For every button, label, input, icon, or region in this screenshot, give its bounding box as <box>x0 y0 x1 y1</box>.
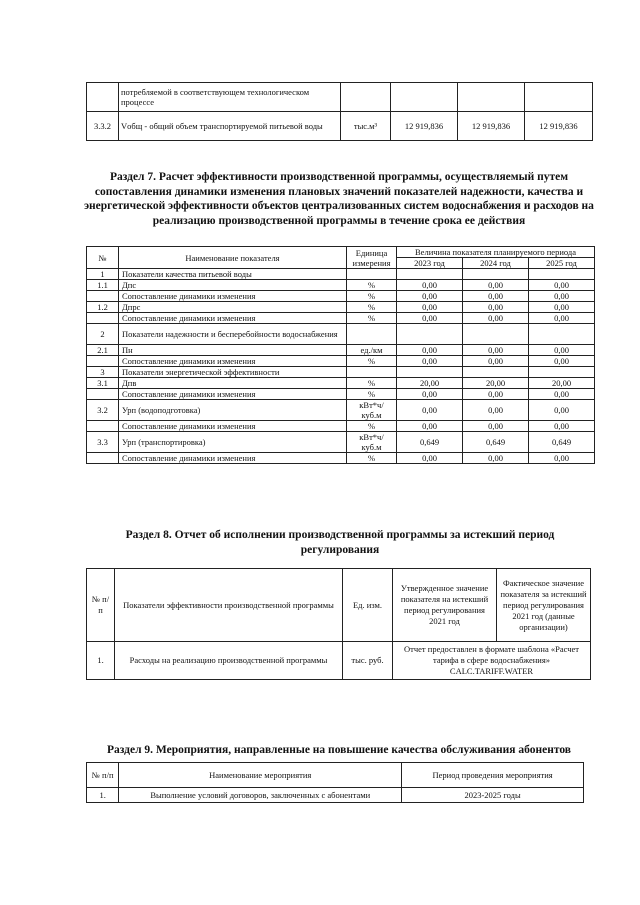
row-2025: 0,00 <box>529 421 595 432</box>
section9-table <box>86 762 584 803</box>
row-2025: 20,00 <box>529 378 595 389</box>
row-2023 <box>397 324 463 345</box>
header-name: Показатели эффективности производственной программы <box>115 569 343 642</box>
row-2024: 0,00 <box>463 345 529 356</box>
header-period: Период проведения мероприятия <box>402 763 584 788</box>
row-unit: кВт*ч/куб.м <box>347 400 397 421</box>
row-name: Сопоставление динамики изменения <box>119 291 347 302</box>
header-name: Наименование показателя <box>119 247 347 269</box>
row-unit: кВт*ч/куб.м <box>347 432 397 453</box>
section9-title: Раздел 9. Мероприятия, направленные на повышение качества обслуживания абонентов <box>106 744 571 756</box>
row-number: 3.2 <box>87 400 119 421</box>
row-number <box>87 313 119 324</box>
row-name: Сопоставление динамики изменения <box>119 356 347 367</box>
row-unit <box>347 269 397 280</box>
table-row <box>87 313 595 324</box>
row-2023 <box>397 269 463 280</box>
header-2024: 2024 год <box>463 258 529 269</box>
section7-table <box>86 246 595 464</box>
row-number: 3.1 <box>87 378 119 389</box>
table-row <box>87 367 595 378</box>
row-2023: 0,00 <box>397 389 463 400</box>
row-number <box>87 453 119 464</box>
row-2023: 0,00 <box>397 453 463 464</box>
row-2023: 12 919,836 <box>391 112 458 141</box>
row-number <box>87 356 119 367</box>
table-row <box>87 400 595 421</box>
section7-body <box>87 269 595 464</box>
table-row <box>87 269 595 280</box>
row-unit <box>341 83 391 112</box>
row-2025: 12 919,836 <box>525 112 593 141</box>
row-number: 2.1 <box>87 345 119 356</box>
row-2025: 0,00 <box>529 280 595 291</box>
row-number: 1.2 <box>87 302 119 313</box>
row-unit: % <box>347 291 397 302</box>
row-2023 <box>391 83 458 112</box>
table-row <box>87 389 595 400</box>
row-number: 2 <box>87 324 119 345</box>
row-period: 2023-2025 годы <box>402 788 584 803</box>
header-row <box>87 763 584 788</box>
row-2025 <box>529 269 595 280</box>
row-2023: 0,00 <box>397 280 463 291</box>
table-row <box>87 112 593 141</box>
row-2023: 0,00 <box>397 345 463 356</box>
table-row <box>87 83 593 112</box>
row-2024: 0,00 <box>463 400 529 421</box>
row-number <box>87 389 119 400</box>
row-number: 1 <box>87 269 119 280</box>
row-name: Урп (водоподготовка) <box>119 400 347 421</box>
row-2024: 0,00 <box>463 302 529 313</box>
section8-table <box>86 568 591 680</box>
table-row <box>87 432 595 453</box>
row-2024: 20,00 <box>463 378 529 389</box>
header-name: Наименование мероприятия <box>119 763 402 788</box>
row-2024: 0,00 <box>463 421 529 432</box>
row-2025: 0,00 <box>529 291 595 302</box>
row-name: Сопоставление динамики изменения <box>119 421 347 432</box>
row-2024: 0,00 <box>463 453 529 464</box>
row-2024: 12 919,836 <box>458 112 525 141</box>
row-2025 <box>525 83 593 112</box>
row-unit: тыс. руб. <box>343 642 393 680</box>
row-number: 1.1 <box>87 280 119 291</box>
row-unit: % <box>347 356 397 367</box>
header-2023: 2023 год <box>397 258 463 269</box>
row-unit: % <box>347 280 397 291</box>
table-row <box>87 291 595 302</box>
row-unit: % <box>347 453 397 464</box>
header-actual: Фактическое значение показателя за истекший период регулирования 2021 год (данные организации) <box>497 569 591 642</box>
row-2023: 0,00 <box>397 313 463 324</box>
row-2024: 0,649 <box>463 432 529 453</box>
row-2024: 0,00 <box>463 291 529 302</box>
header-approved: Утвержденное значение показателя на истекший период регулирования 2021 год <box>393 569 497 642</box>
header-row <box>87 247 595 258</box>
row-name: Показатели качества питьевой воды <box>119 269 347 280</box>
row-name: Дпв <box>119 378 347 389</box>
row-number: 3.3.2 <box>87 112 119 141</box>
row-name: Дпрс <box>119 302 347 313</box>
row-name: потребляемой в соответствующем технологическом процессе <box>119 83 341 112</box>
row-2025 <box>529 367 595 378</box>
row-unit: % <box>347 302 397 313</box>
table-row <box>87 302 595 313</box>
table-row <box>87 356 595 367</box>
row-2025: 0,00 <box>529 345 595 356</box>
row-name: Расходы на реализацию производственной программы <box>115 642 343 680</box>
row-number: 3 <box>87 367 119 378</box>
row-2023: 0,00 <box>397 400 463 421</box>
row-2025: 0,00 <box>529 302 595 313</box>
row-number <box>87 291 119 302</box>
table-row <box>87 642 591 680</box>
row-2024 <box>458 83 525 112</box>
section8-title: Раздел 8. Отчет об исполнении производственной программы за истекший период регулирования <box>125 529 555 556</box>
row-2025: 0,00 <box>529 453 595 464</box>
row-2023: 0,00 <box>397 356 463 367</box>
row-number <box>87 421 119 432</box>
row-name: Показатели энергетической эффективности <box>119 367 347 378</box>
row-2025: 0,00 <box>529 389 595 400</box>
row-2024: 0,00 <box>463 280 529 291</box>
row-2024 <box>463 324 529 345</box>
row-2023: 20,00 <box>397 378 463 389</box>
table-row <box>87 280 595 291</box>
row-2024 <box>463 367 529 378</box>
table-row <box>87 378 595 389</box>
header-unit: Ед. изм. <box>343 569 393 642</box>
row-name: Сопоставление динамики изменения <box>119 313 347 324</box>
row-unit: % <box>347 378 397 389</box>
section7-title: Раздел 7. Расчет эффективности производственной программы, осуществляемый путем сопоставления динамики изменения плановых значений показателей надежности, качества и энергетической эффективности объектов централизованных систем водоснабжения и расходов на реализацию производственной программы в течение срока ее действия <box>84 171 594 227</box>
row-2024: 0,00 <box>463 313 529 324</box>
header-num: № п/п <box>87 763 119 788</box>
row-2025: 0,00 <box>529 356 595 367</box>
header-group: Величина показателя планируемого периода <box>397 247 595 258</box>
header-2025: 2025 год <box>529 258 595 269</box>
table-row <box>87 421 595 432</box>
row-unit: ед./км <box>347 345 397 356</box>
row-number: 1. <box>87 788 119 803</box>
row-unit: % <box>347 389 397 400</box>
table-row <box>87 453 595 464</box>
row-unit: тыс.м³ <box>341 112 391 141</box>
row-unit <box>347 324 397 345</box>
row-2025: 0,00 <box>529 400 595 421</box>
row-2023: 0,00 <box>397 421 463 432</box>
header-row <box>87 569 591 642</box>
row-name: Выполнение условий договоров, заключенных с абонентами <box>119 788 402 803</box>
table-row <box>87 788 584 803</box>
row-name: Урп (транспортировка) <box>119 432 347 453</box>
row-name: Пн <box>119 345 347 356</box>
row-2025 <box>529 324 595 345</box>
row-2023 <box>397 367 463 378</box>
row-2024 <box>463 269 529 280</box>
row-number: 3.3 <box>87 432 119 453</box>
row-number <box>87 83 119 112</box>
row-2025: 0,649 <box>529 432 595 453</box>
header-num: № п/п <box>87 569 115 642</box>
row-2023: 0,00 <box>397 302 463 313</box>
row-unit <box>347 367 397 378</box>
row-2025: 0,00 <box>529 313 595 324</box>
row-unit: % <box>347 313 397 324</box>
row-name: Показатели надежности и бесперебойности водоснабжения <box>119 324 347 345</box>
header-unit: Единица измерения <box>347 247 397 269</box>
row-name: Сопоставление динамики изменения <box>119 453 347 464</box>
row-number: 1. <box>87 642 115 680</box>
header-num: № <box>87 247 119 269</box>
row-2024: 0,00 <box>463 356 529 367</box>
row-2023: 0,649 <box>397 432 463 453</box>
table-row <box>87 324 595 345</box>
top-continuation-table <box>86 82 593 141</box>
row-name: Сопоставление динамики изменения <box>119 389 347 400</box>
row-note: Отчет предоставлен в формате шаблона «Расчет тарифа в сфере водоснабжения» CALC.TARIFF.WATER <box>393 642 591 680</box>
table-row <box>87 345 595 356</box>
row-name: Дпс <box>119 280 347 291</box>
row-name: Vобщ - общий объем транспортируемой питьевой воды <box>119 112 341 141</box>
row-2023: 0,00 <box>397 291 463 302</box>
row-2024: 0,00 <box>463 389 529 400</box>
row-unit: % <box>347 421 397 432</box>
